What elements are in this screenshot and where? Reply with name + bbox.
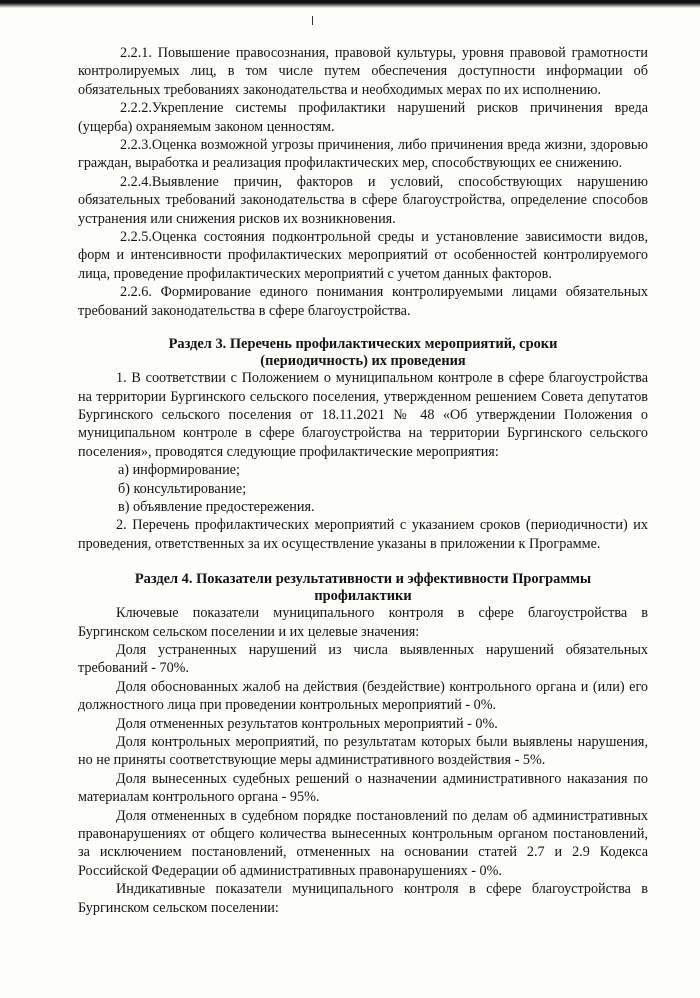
paragraph-2-2-6: 2.2.6. Формирование единого понимания контролируемыми лицами обязательных требований законодательства в сфере благоустройства. [78, 284, 648, 319]
section-3-paragraph-2: 2. Перечень профилактических мероприятий с указанием сроков (периодичности) их проведения, ответственных за их осуществление указаны в приложении к Программе. [78, 517, 648, 552]
paragraph-2-2-3: 2.2.3.Оценка возможной угрозы причинения, либо причинения вреда жизни, здоровью граждан, выработка и реализация профилактических мер, способствующих ее снижению. [78, 137, 648, 172]
list-item: а) информирование; [118, 462, 240, 479]
measures-list [78, 461, 648, 516]
indicator-3: Доля отмененных результатов контрольных мероприятий - 0%. [116, 715, 498, 732]
section-4-outro: Индикативные показатели муниципального контроля в сфере благоустройства в Бургинском сельском поселении: [78, 881, 648, 916]
scan-mark [312, 16, 313, 25]
section-3-heading-line-2: (периодичность) их проведения [260, 352, 466, 369]
indicator-4: Доля контрольных мероприятий, по результатам которых были выявлены нарушения, но не приняты соответствующие меры административного воздействия - 5%. [78, 734, 648, 769]
spacer [78, 553, 648, 571]
section-4-intro: Ключевые показатели муниципального контроля в сфере благоустройства в Бургинском сельском поселении и их целевые значения: [78, 605, 648, 640]
section-3-heading-line-1: Раздел 3. Перечень профилактических мероприятий, сроки [168, 336, 558, 353]
section-4-heading-line-1: Раздел 4. Показатели результативности и эффективности Программы [134, 571, 592, 588]
paragraph-2-2-4: 2.2.4.Выявление причин, факторов и условий, способствующих нарушению обязательных требований законодательства в сфере благоустройства, определение способов устранения или снижения рисков их возникновения. [78, 173, 648, 227]
indicator-2: Доля обоснованных жалоб на действия (бездействие) контрольного органа и (или) его должностного лица при проведении контрольных мероприятий - 0%. [78, 678, 648, 714]
indicator-5: Доля вынесенных судебных решений о назначении административного наказания по материалам контрольного органа - 95%. [78, 770, 648, 806]
list-item: в) объявление предостережения. [118, 498, 315, 515]
section-4-heading-line-2: профилактики [314, 587, 412, 604]
list-item: б) консультирование; [118, 480, 247, 497]
indicator-6: Доля отмененных в судебном порядке постановлений по делам об административных правонарушениях от общего количества вынесенных контрольным органом постановлений, за исключением постановлений, отмененных на основании статей 2.7 и 2.9 Кодекса Российской Федерации об административных правонарушениях - 0%. [78, 807, 648, 879]
paragraph-2-2-2: 2.2.2.Укрепление системы профилактики нарушений рисков причинения вреда (ущерба) охраняемым законом ценностям. [78, 100, 648, 135]
spacer [78, 320, 648, 336]
indicator-1: Доля устраненных нарушений из числа выявленных нарушений обязательных требований - 70%. [78, 641, 648, 677]
document-page [78, 44, 648, 917]
section-3-heading [78, 336, 648, 369]
paragraph-2-2-5: 2.2.5.Оценка состояния подконтрольной среды и установление зависимости видов, форм и интенсивности профилактических мероприятий от особенностей контролируемого лица, проведение профилактических мероприятий с учетом данных факторов. [78, 229, 648, 282]
scan-edge [0, 0, 700, 8]
paragraph-2-2-1: 2.2.1. Повышение правосознания, правовой культуры, уровня правовой грамотности контролируемых лиц, в том числе путем обеспечения доступности информации об обязательных требованиях законодательства и необходимых мерах по их исполнению. [78, 45, 648, 98]
section-3-paragraph-1: 1. В соответствии с Положением о муниципальном контроле в сфере благоустройства на территории Бургинского сельского поселения, утвержденном решением Совета депутатов Бургинского сельского поселения от 18.11.2021 № 48 «Об утверждении Положения о муниципальном контроле в сфере благоустройства на территории Бургинского сельского поселения», проводятся следующие профилактические мероприятия: [78, 370, 648, 460]
section-4-heading [78, 571, 648, 604]
